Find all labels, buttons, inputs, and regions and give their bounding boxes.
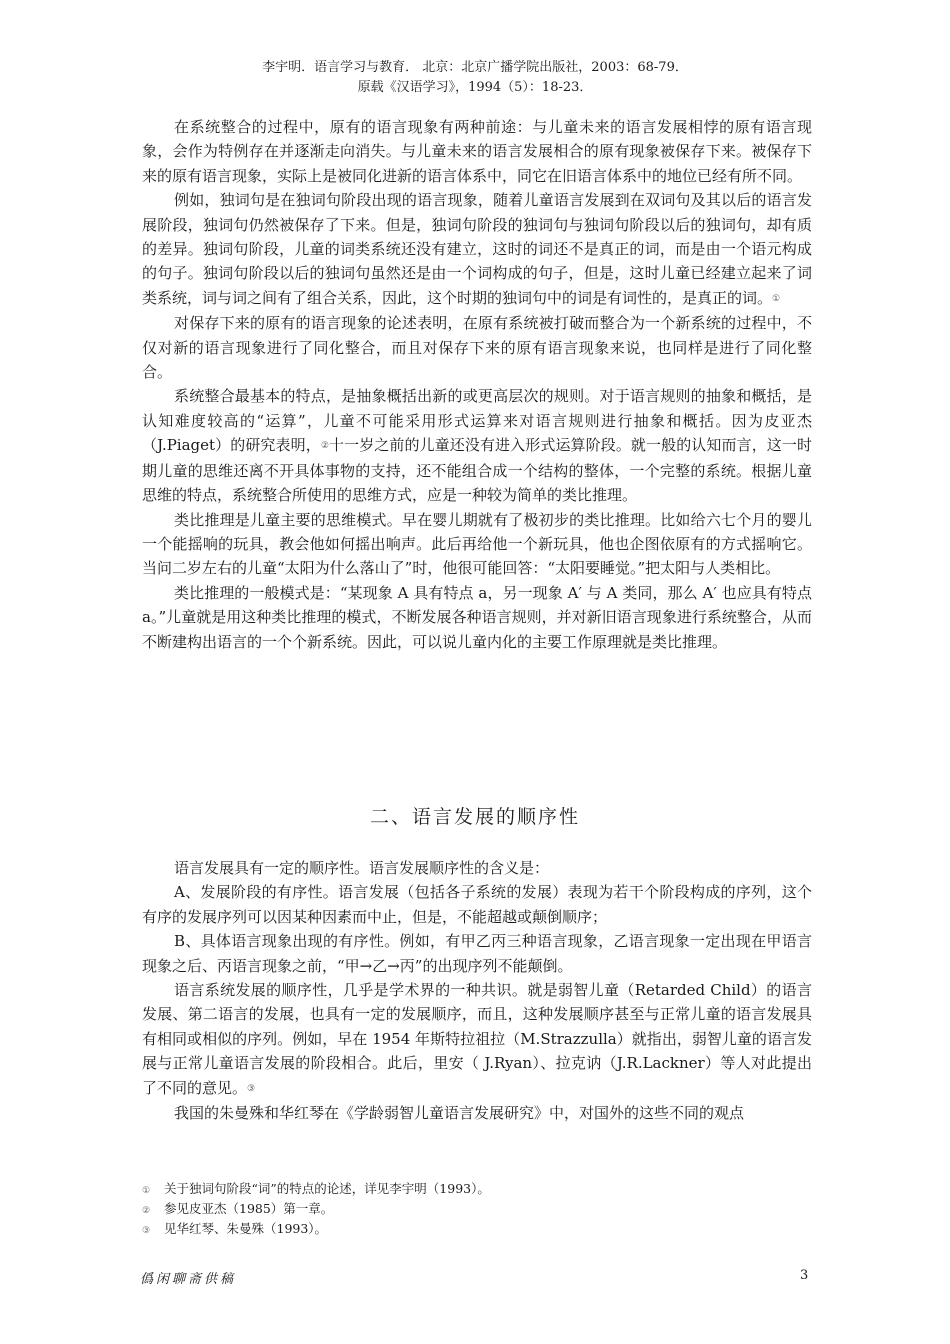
footnote-text: 关于独词句阶段“词”的特点的论述，详见李宇明（1993）。: [164, 1181, 490, 1196]
footnote-number: ③: [142, 1226, 151, 1236]
footnote-number: ①: [142, 1186, 151, 1196]
paragraph-text: B、具体语言现象出现的有序性。例如，有甲乙丙三种语言现象，乙语言现象一定出现在甲语言现象之后、丙语言现象之前，“甲→乙→丙”的出现序列不能颠倒。: [142, 932, 812, 975]
paragraph-text: 例如，独词句是在独词句阶段出现的语言现象，随着儿童语言发展到在双词句及其以后的语言发展阶段，独词句仍然被保存了下来。但是，独词句阶段的独词句与独词句阶段以后的独词句，却有质的差异。独词句阶段，儿童的词类系统还没有建立，这时的词还不是真正的词，而是由一个语元构成的句子。独词句阶段以后的独词句虽然还是由一个词构成的句子，但是，这时儿童已经建立起来了词类系统，词与词之间有了组合关系，因此，这个时期的独词句中的词是有词性的，是真正的词。: [142, 191, 812, 307]
footnote-mark[interactable]: ③: [247, 1083, 256, 1094]
footnote: [142, 1220, 812, 1240]
paragraph: [142, 188, 812, 311]
paragraph-text: 十一岁之前的儿童还没有进入形式运算阶段。就一般的认知而言，这一时期儿童的思维还离不开具体事物的支持，还不能组合成一个结构的整体，一个完整的系统。根据儿童思维的特点，系统整合所使用的思维方式，应是一种较为简单的类比推理。: [142, 436, 812, 505]
paragraph-text: 语言发展具有一定的顺序性。语言发展顺序性的含义是：: [174, 859, 550, 877]
paragraph-text: 在系统整合的过程中，原有的语言现象有两种前途：与儿童未来的语言发展相悖的原有语言现象，会作为特例存在并逐渐走向消失。与儿童未来的语言发展相合的原有现象被保存下来。被保存下来的原有语言现象，实际上是被同化进新的语言体系中，同它在旧语言体系中的地位已经有所不同。: [142, 118, 812, 185]
paragraph: [142, 384, 812, 507]
footnote-number: ②: [142, 1206, 151, 1216]
footnote-text: 见华红琴、朱曼殊（1993）。: [164, 1221, 328, 1236]
paragraph: [142, 1101, 812, 1125]
paragraph-text: 语言系统发展的顺序性，几乎是学术界的一种共识。就是弱智儿童（Retarded Child）的语言发展、第二语言的发展，也具有一定的发展顺序，而且，这种发展顺序甚至与正常儿童的语言发展具有相同或相似的序列。例如，早在 1954 年斯特拉祖拉（M.Strazzulla）就指出，弱智儿童的语言发展与正常儿童语言发展的阶段相合。此后，里安（ J.Ryan）、拉克讷（J.R.Lackner）等人对此提出了不同的意见。: [142, 981, 812, 1097]
paragraph: [142, 311, 812, 384]
footnote: [142, 1180, 812, 1200]
body-text-section-1: [142, 115, 812, 654]
paragraph-text: 类比推理的一般模式是：“某现象 A 具有特点 a，另一现象 A′ 与 A 类同，那么 A′ 也应具有特点 a。”儿童就是用这种类比推理的模式，不断发展各种语言规则，并对新旧语言现象进行系统整合，从而不断建构出语言的一个个新系统。因此，可以说儿童内化的主要工作原理就是类比推理。: [142, 583, 812, 651]
paragraph: [142, 856, 812, 880]
paragraph-text: 我国的朱曼殊和华红琴在《学龄弱智儿童语言发展研究》中，对国外的这些不同的观点: [174, 1104, 745, 1123]
paragraph-text: A、发展阶段的有序性。语言发展（包括各子系统的发展）表现为若干个阶段构成的序列，这个有序的发展序列可以因某种因素而中止，但是，不能超越或颠倒顺序；: [142, 883, 812, 926]
citation-line-2: 原载《汉语学习》，1994（5）：18-23．: [357, 80, 593, 95]
footnote-mark[interactable]: ②: [320, 441, 329, 452]
citation-line-1: 李宇明．语言学习与教育． 北京：北京广播学院出版社，2003：68-79．: [262, 60, 688, 75]
paragraph: [142, 929, 812, 978]
footnotes: [142, 1180, 812, 1240]
paragraph-text: 对保存下来的原有的语言现象的论述表明，在原有系统被打破而整合为一个新系统的过程中，不仅对新的语言现象进行了同化整合，而且对保存下来的原有语言现象来说，也同样是进行了同化整合。: [142, 314, 812, 382]
paragraph: [142, 508, 812, 581]
paragraph: [142, 978, 812, 1101]
page-number: 3: [800, 1268, 809, 1283]
footnote-mark[interactable]: ①: [772, 293, 781, 304]
body-text-section-2: [142, 856, 812, 1125]
paragraph-text: 系统整合最基本的特点，是抽象概括出新的或更高层次的规则。对于语言规则的抽象和概括，是认知难度较高的“运算”，儿童不可能采用形式运算来对语言规则进行抽象和概括。因为皮亚杰（J.Piaget）的研究表明，: [142, 387, 812, 455]
citation-header: [0, 58, 950, 98]
footnote: [142, 1200, 812, 1220]
footer-credit: 僞闲聊斋供稿: [140, 1272, 237, 1287]
paragraph: [142, 581, 812, 654]
paragraph-text: 类比推理是儿童主要的思维模式。早在婴儿期就有了极初步的类比推理。比如给六七个月的婴儿一个能摇响的玩具，教会他如何摇出响声。此后再给他一个新玩具，他也企图依原有的方式摇响它。当问二岁左右的儿童“太阳为什么落山了”时，他很可能回答：“太阳要睡觉。”把太阳与人类相比。: [142, 510, 812, 578]
paragraph: [142, 115, 812, 188]
paragraph: [142, 880, 812, 929]
footnote-text: 参见皮亚杰（1985）第一章。: [164, 1201, 334, 1216]
section-heading: 二、语言发展的顺序性: [369, 806, 580, 828]
